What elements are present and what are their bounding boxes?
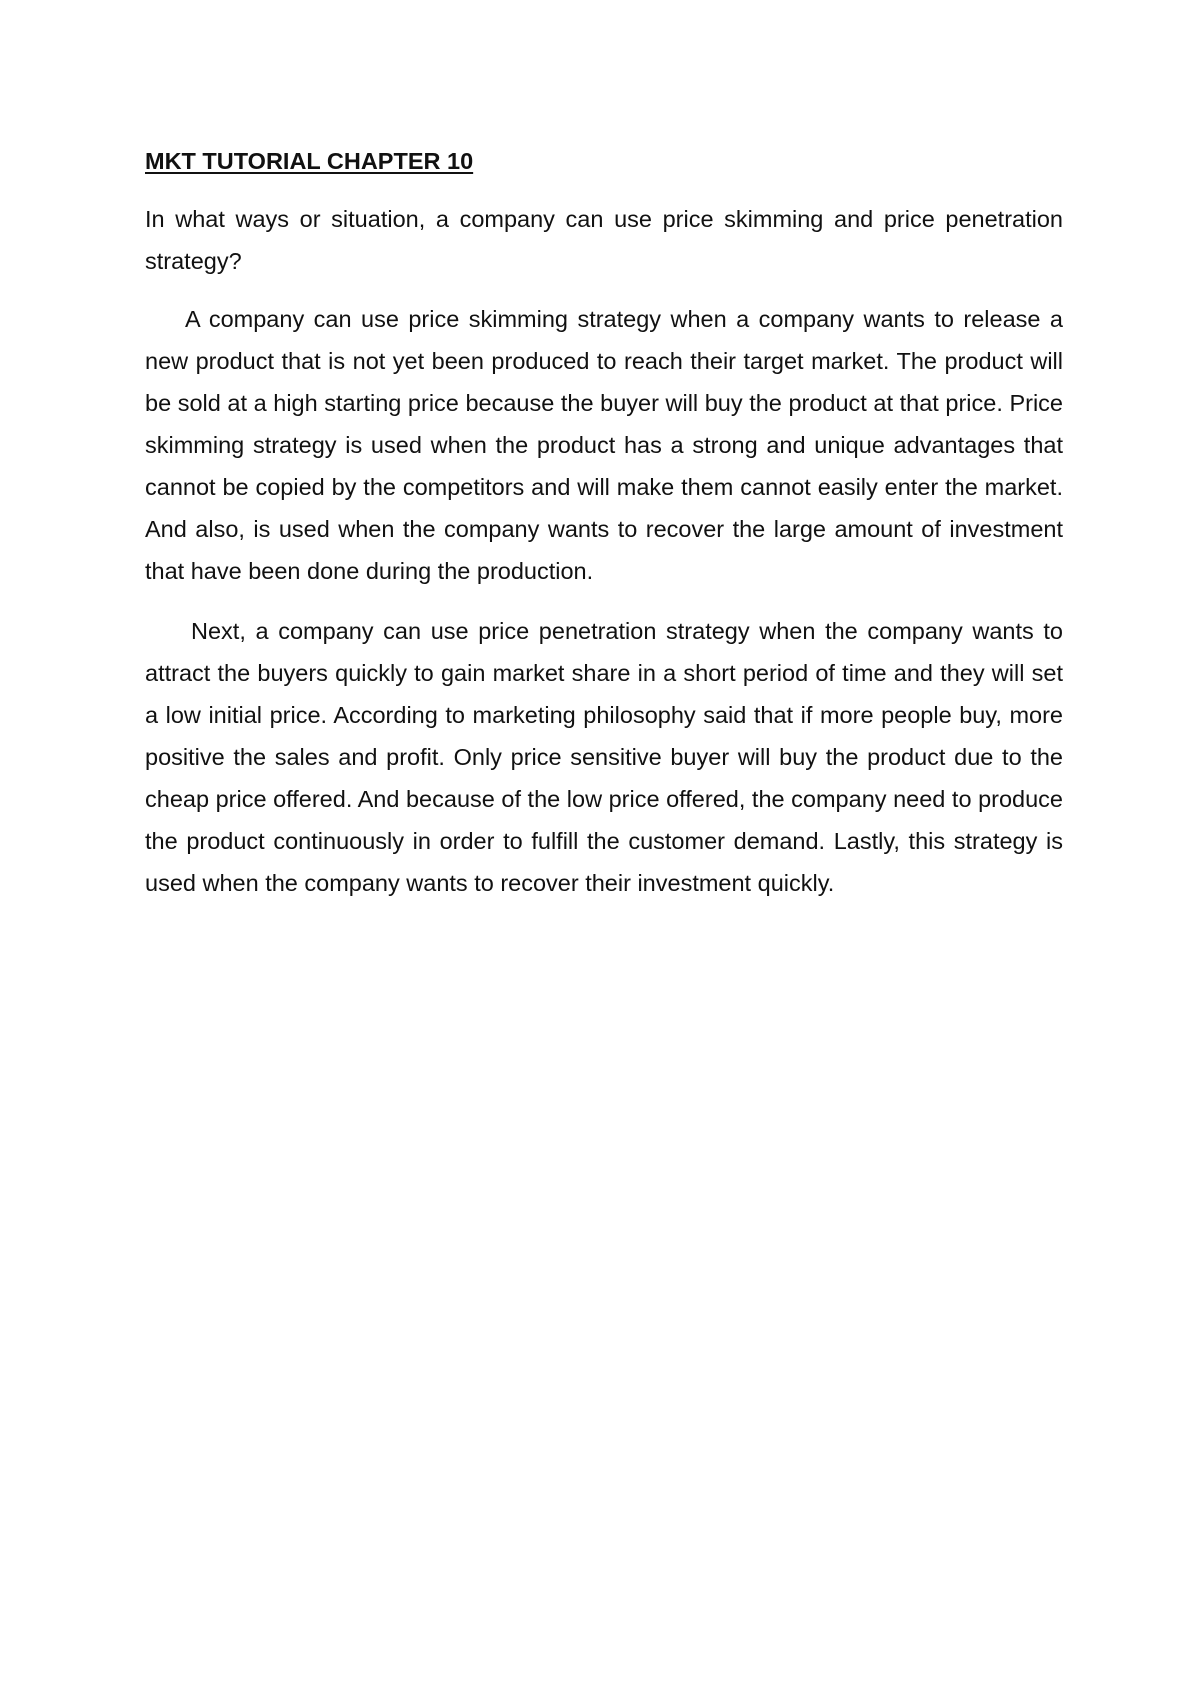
question-text: In what ways or situation, a company can use price skimming and price penetration strategy? [145, 206, 1063, 274]
document-title: MKT TUTORIAL CHAPTER 10 [145, 148, 474, 174]
paragraph-price-skimming: A company can use price skimming strategy when a company wants to release a new product that is not yet been produced to reach their target market. The product will be sold at a high starting price because the buyer will buy the product at that price. Price skimming strategy is used when the product has a strong and unique advantages that cannot be copied by the competitors and will make them cannot easily enter the market. And also, is used when the company wants to recover the large amount of investment that have been done during the production. [145, 306, 1063, 584]
document-body [145, 140, 1063, 922]
paragraph-price-penetration: Next, a company can use price penetration strategy when the company wants to attract the buyers quickly to gain market share in a short period of time and they will set a low initial price. According to marketing philosophy said that if more people buy, more positive the sales and profit. Only price sensitive buyer will buy the product due to the cheap price offered. And because of the low price offered, the company need to produce the product continuously in order to fulfill the customer demand. Lastly, this strategy is used when the company wants to recover their investment quickly. [145, 618, 1063, 896]
